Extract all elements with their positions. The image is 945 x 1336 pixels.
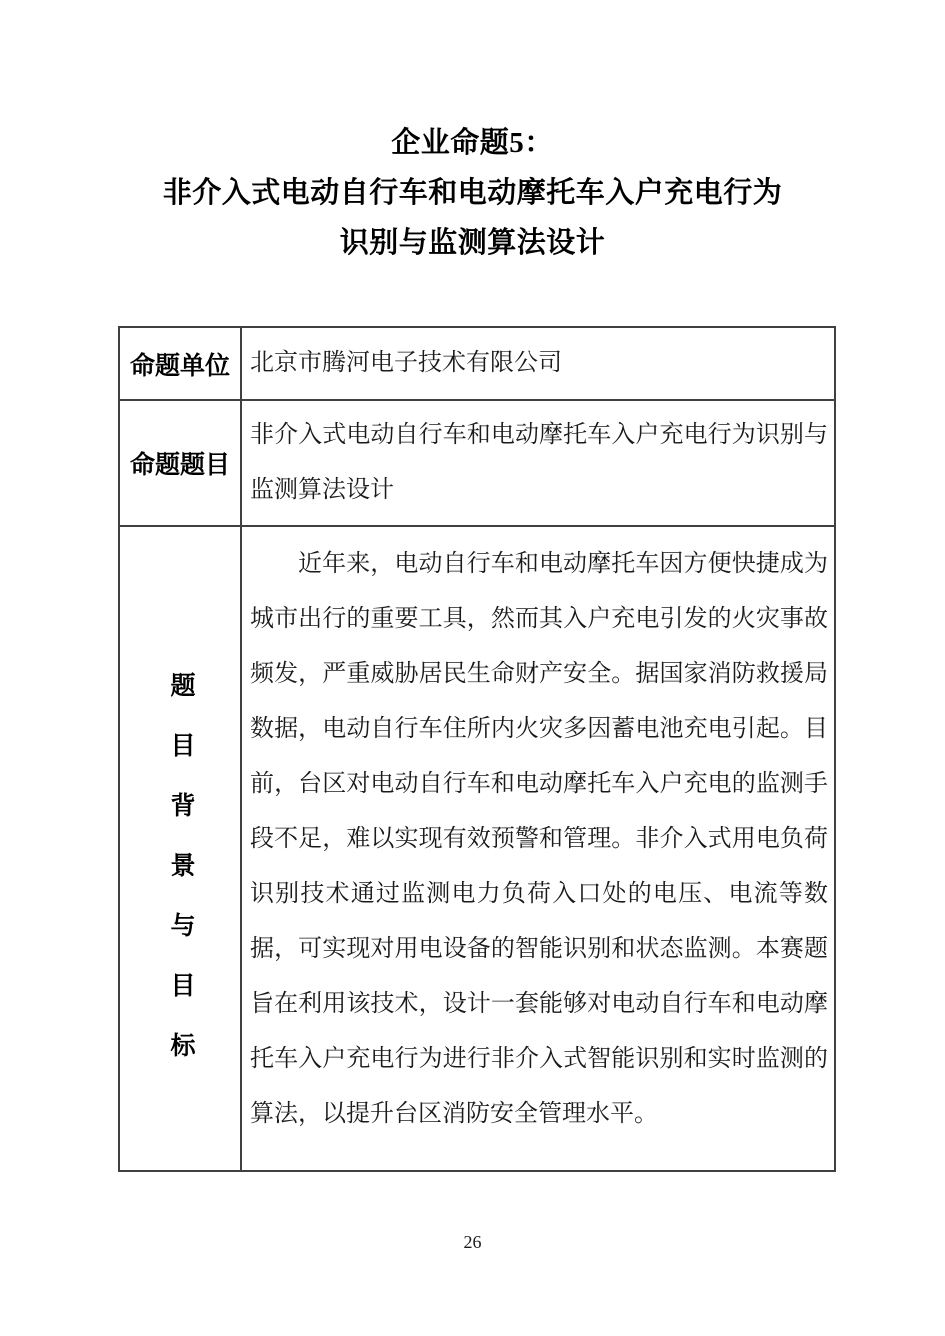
table-row-background-goal xyxy=(119,526,835,1171)
title-line-1: 企业命题5： xyxy=(391,127,554,159)
proposal-table xyxy=(118,326,836,1172)
table-row-proposer-unit xyxy=(119,327,835,400)
label-background-goal: 题目背景与目标 xyxy=(167,672,194,1092)
value-proposer-unit: 北京市腾河电子技术有限公司 xyxy=(241,327,835,400)
value-background-goal: 近年来，电动自行车和电动摩托车因方便快捷成为城市出行的重要工具，然而其入户充电引发的火灾事故频发，严重威胁居民生命财产安全。据国家消防救援局数据，电动自行车住所内火灾多因蓄电池充电引起。目前，台区对电动自行车和电动摩托车入户充电的监测手段不足，难以实现有效预警和管理。非介入式用电负荷识别技术通过监测电力负荷入口处的电压、电流等数据，可实现对用电设备的智能识别和状态监测。本赛题旨在利用该技术，设计一套能够对电动自行车和电动摩托车入户充电行为进行非介入式智能识别和实时监测的算法，以提升台区消防安全管理水平。 xyxy=(250,551,828,1127)
document-title xyxy=(0,118,945,268)
label-topic-title: 命题题目 xyxy=(119,400,241,526)
label-proposer-unit: 命题单位 xyxy=(119,327,241,400)
value-topic-title: 非介入式电动自行车和电动摩托车入户充电行为识别与监测算法设计 xyxy=(241,400,835,526)
title-line-3: 识别与监测算法设计 xyxy=(339,227,606,259)
page-number: 26 xyxy=(463,1232,482,1252)
title-line-2: 非介入式电动自行车和电动摩托车入户充电行为 xyxy=(162,177,783,209)
table-row-topic-title xyxy=(119,400,835,526)
value-cell-background-goal xyxy=(241,526,835,1171)
label-cell-background-goal xyxy=(119,526,241,1171)
